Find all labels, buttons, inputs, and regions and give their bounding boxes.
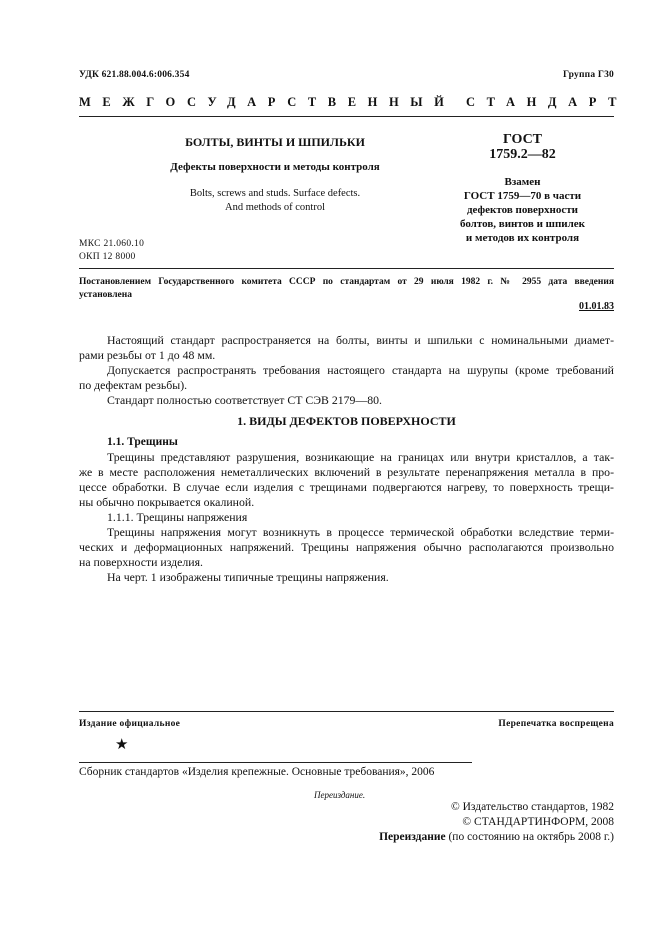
- replaces-line: болтов, винтов и шпилек: [459, 218, 586, 230]
- intro-block: [79, 333, 614, 408]
- decree-line2: установлена: [79, 290, 132, 300]
- standard-label: СТАНДАРТ: [466, 95, 629, 109]
- paragraph-line: ческих и деформационных напряжений. Трещины напряжения обычно располагаются произвольно: [79, 540, 614, 554]
- reissue-label: Переиздание: [379, 831, 446, 843]
- reissue-date: (по состоянию на октябрь 2008 г.): [445, 831, 614, 843]
- copyright-line: © СТАНДАРТИНФОРМ, 2008: [462, 816, 614, 828]
- replaces-line: ГОСТ 1759—70 в части: [463, 190, 582, 202]
- gost-label: ГОСТ: [502, 132, 543, 147]
- collection-title: Сборник стандартов «Изделия крепежные. Основные требования», 2006: [79, 766, 435, 778]
- paragraph-line: Трещины представляют разрушения, возникающие на границах или внутри кристаллов, а так-: [107, 450, 614, 464]
- reissue-status: [379, 830, 614, 845]
- copyright-block: [379, 800, 614, 845]
- document-subtitle: Дефекты поверхности и методы контроля: [170, 161, 380, 173]
- okp-code: ОКП 12 8000: [79, 252, 136, 262]
- replaces-line: дефектов поверхности: [466, 204, 579, 216]
- intro-line: Допускается распространять требования настоящего стандарта на шурупы (кроме требований: [107, 363, 614, 377]
- copyright-line: © Издательство стандартов, 1982: [450, 801, 614, 813]
- collection-rule: [79, 762, 472, 763]
- star-icon: ★: [115, 737, 129, 753]
- paragraph-line: на поверхности изделия.: [79, 555, 203, 569]
- effective-date: 01.01.83: [579, 301, 614, 312]
- replaces-list: [440, 189, 605, 245]
- cracks-paragraph: [79, 450, 614, 585]
- udc-code: УДК 621.88.004.6:006.354: [79, 70, 190, 80]
- reissue-note: Переиздание.: [314, 790, 366, 800]
- subsection-heading: 1.1. Трещины: [107, 436, 178, 448]
- gost-number: 1759.2—82: [489, 147, 556, 162]
- replaces-line: и методов их контроля: [465, 232, 580, 244]
- mks-code: МКС 21.060.10: [79, 239, 145, 249]
- figure-reference: На черт. 1 изображены типичные трещины напряжения.: [107, 570, 389, 584]
- english-title-line1: Bolts, screws and studs. Surface defects.: [189, 188, 361, 199]
- paragraph-line: же в месте расположения неметаллических включений в результате перенапряжения металла в про-: [79, 465, 614, 479]
- intro-line: Настоящий стандарт распространяется на болты, винты и шпильки с номинальными диамет-: [107, 333, 614, 347]
- intro-line: Стандарт полностью соответствует СТ СЭВ 2179—80.: [107, 393, 382, 407]
- paragraph-line: Трещины напряжения могут возникнуть в процессе термической обработки вследствие терми-: [107, 525, 614, 539]
- decree-line1: Постановлением Государственного комитета СССР по стандартам от 29 июля 1982 г. № 2955 дата введения: [79, 277, 614, 287]
- decree: [79, 276, 614, 302]
- replaces-label: Взамен: [504, 176, 541, 188]
- subsubsection-heading: 1.1.1. Трещины напряжения: [107, 510, 248, 524]
- english-title-line2: And methods of control: [224, 202, 326, 213]
- paragraph-line: ны обычно покрывается окалиной.: [79, 495, 255, 509]
- intro-line: рами резьбы от 1 до 48 мм.: [79, 348, 216, 362]
- intro-line: по дефектам резьбы).: [79, 378, 188, 392]
- document-title: БОЛТЫ, ВИНТЫ И ШПИЛЬКИ: [185, 135, 365, 149]
- official-edition: Издание официальное: [79, 719, 181, 729]
- paragraph-line: цессе обработки. В случае если изделия с трещинами подвергаются нагреву, то поверхность трещи-: [79, 480, 614, 494]
- top-rule: [79, 116, 614, 117]
- section-heading: 1. ВИДЫ ДЕФЕКТОВ ПОВЕРХНОСТИ: [237, 414, 456, 428]
- footer-rule: [79, 711, 614, 712]
- group-code: Группа Г30: [563, 70, 614, 80]
- reprint-prohibited: Перепечатка воспрещена: [498, 719, 614, 729]
- interstate-label: МЕЖГОСУДАРСТВЕННЫЙ: [79, 95, 456, 109]
- mid-rule: [79, 268, 614, 269]
